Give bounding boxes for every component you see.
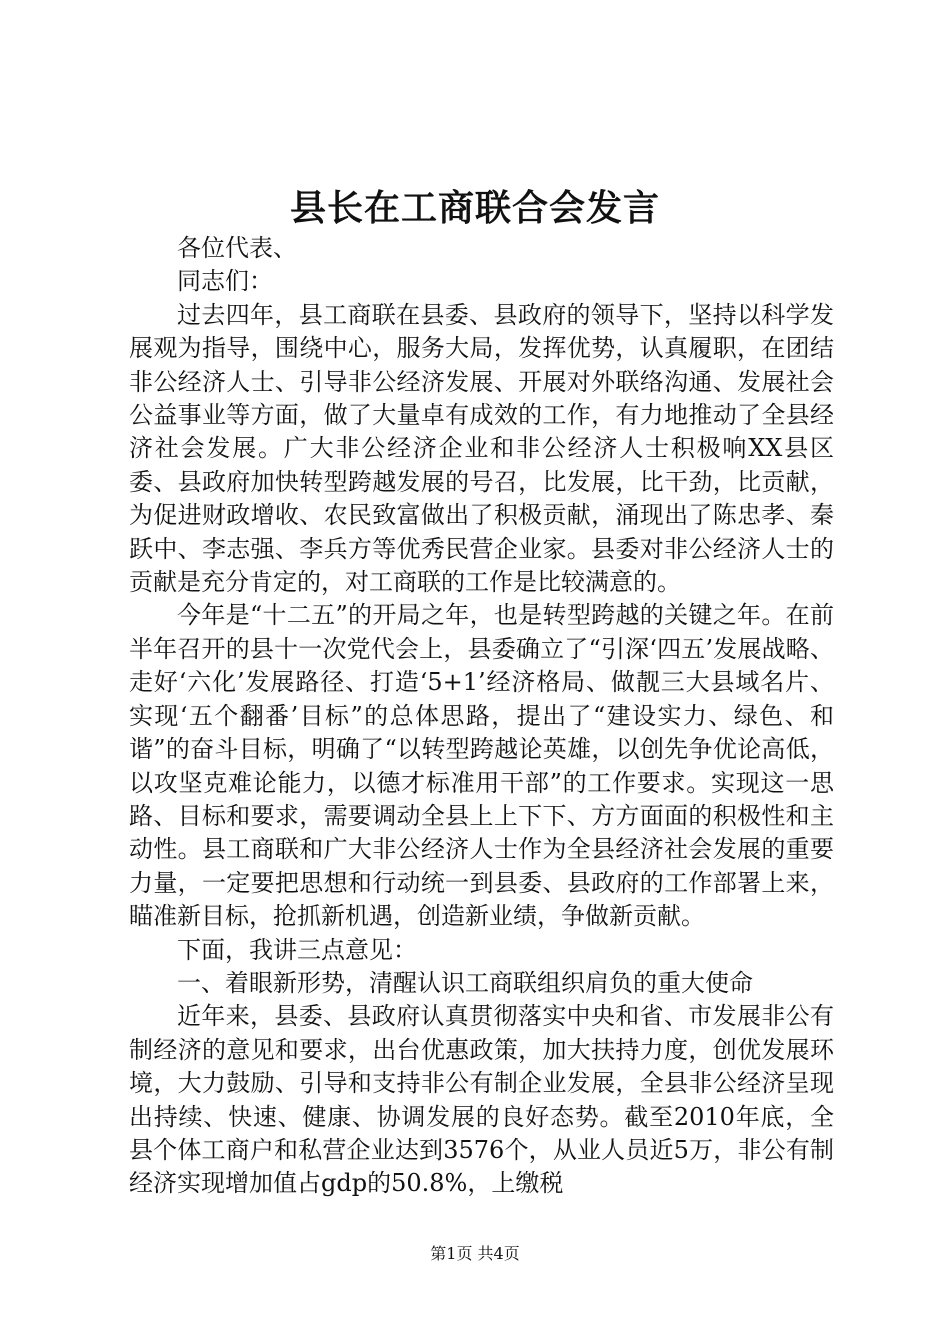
document-title: 县长在工商联合会发言: [289, 188, 660, 229]
paragraph: 近年来，县委、县政府认真贯彻落实中央和省、市发展非公有制经济的意见和要求，出台优惠政策，加大扶持力度，创优发展环境，大力鼓励、引导和支持非公有制企业发展，全县非公经济呈现出持续、快速、健康、协调发展的良好态势。截至2010年底，全县个体工商户和私营企业达到3576个，从业人员近5万，非公有制经济实现增加值占gdp的50.8%，上缴税: [129, 1002, 834, 1198]
section-heading: 一、着眼新形势，清醒认识工商联组织肩负的重大使命: [177, 968, 753, 997]
page-footer: 第1页 共4页: [430, 1244, 520, 1263]
document-body: [129, 232, 834, 1201]
salutation-line-1: 各位代表、: [177, 234, 297, 262]
paragraph: 过去四年，县工商联在县委、县政府的领导下，坚持以科学发展观为指导，围绕中心，服务大局，发挥优势，认真履职，在团结非公经济人士、引导非公经济发展、开展对外联络沟通、发展社会公益事业等方面，做了大量卓有成效的工作，有力地推动了全县经济社会发展。广大非公经济企业和非公经济人士积极响XX县区委、县政府加快转型跨越发展的号召，比发展，比干劲，比贡献，为促进财政增收、农民致富做出了积极贡献，涌现出了陈忠孝、秦跃中、李志强、李兵方等优秀民营企业家。县委对非公经济人士的贡献是充分肯定的，对工商联的工作是比较满意的。: [129, 300, 834, 597]
paragraph: 今年是“十二五”的开局之年，也是转型跨越的关键之年。在前半年召开的县十一次党代会上，县委确立了“引深‘四五’发展战略、走好‘六化’发展路径、打造‘5+1’经济格局、做靓三大县域名片、实现‘五个翻番’目标”的总体思路，提出了“建设实力、绿色、和谐”的奋斗目标，明确了“以转型跨越论英雄，以创先争优论高低，以攻坚克难论能力，以德才标准用干部”的工作要求。实现这一思路、目标和要求，需要调动全县上上下下、方方面面的积极性和主动性。县工商联和广大非公经济人士作为全县经济社会发展的重要力量，一定要把思想和行动统一到县委、县政府的工作部署上来，瞄准新目标，抢抓新机遇，创造新业绩，争做新贡献。: [129, 601, 834, 931]
salutation-line-2: 同志们：: [177, 267, 273, 296]
paragraph: 下面，我讲三点意见：: [177, 935, 417, 964]
